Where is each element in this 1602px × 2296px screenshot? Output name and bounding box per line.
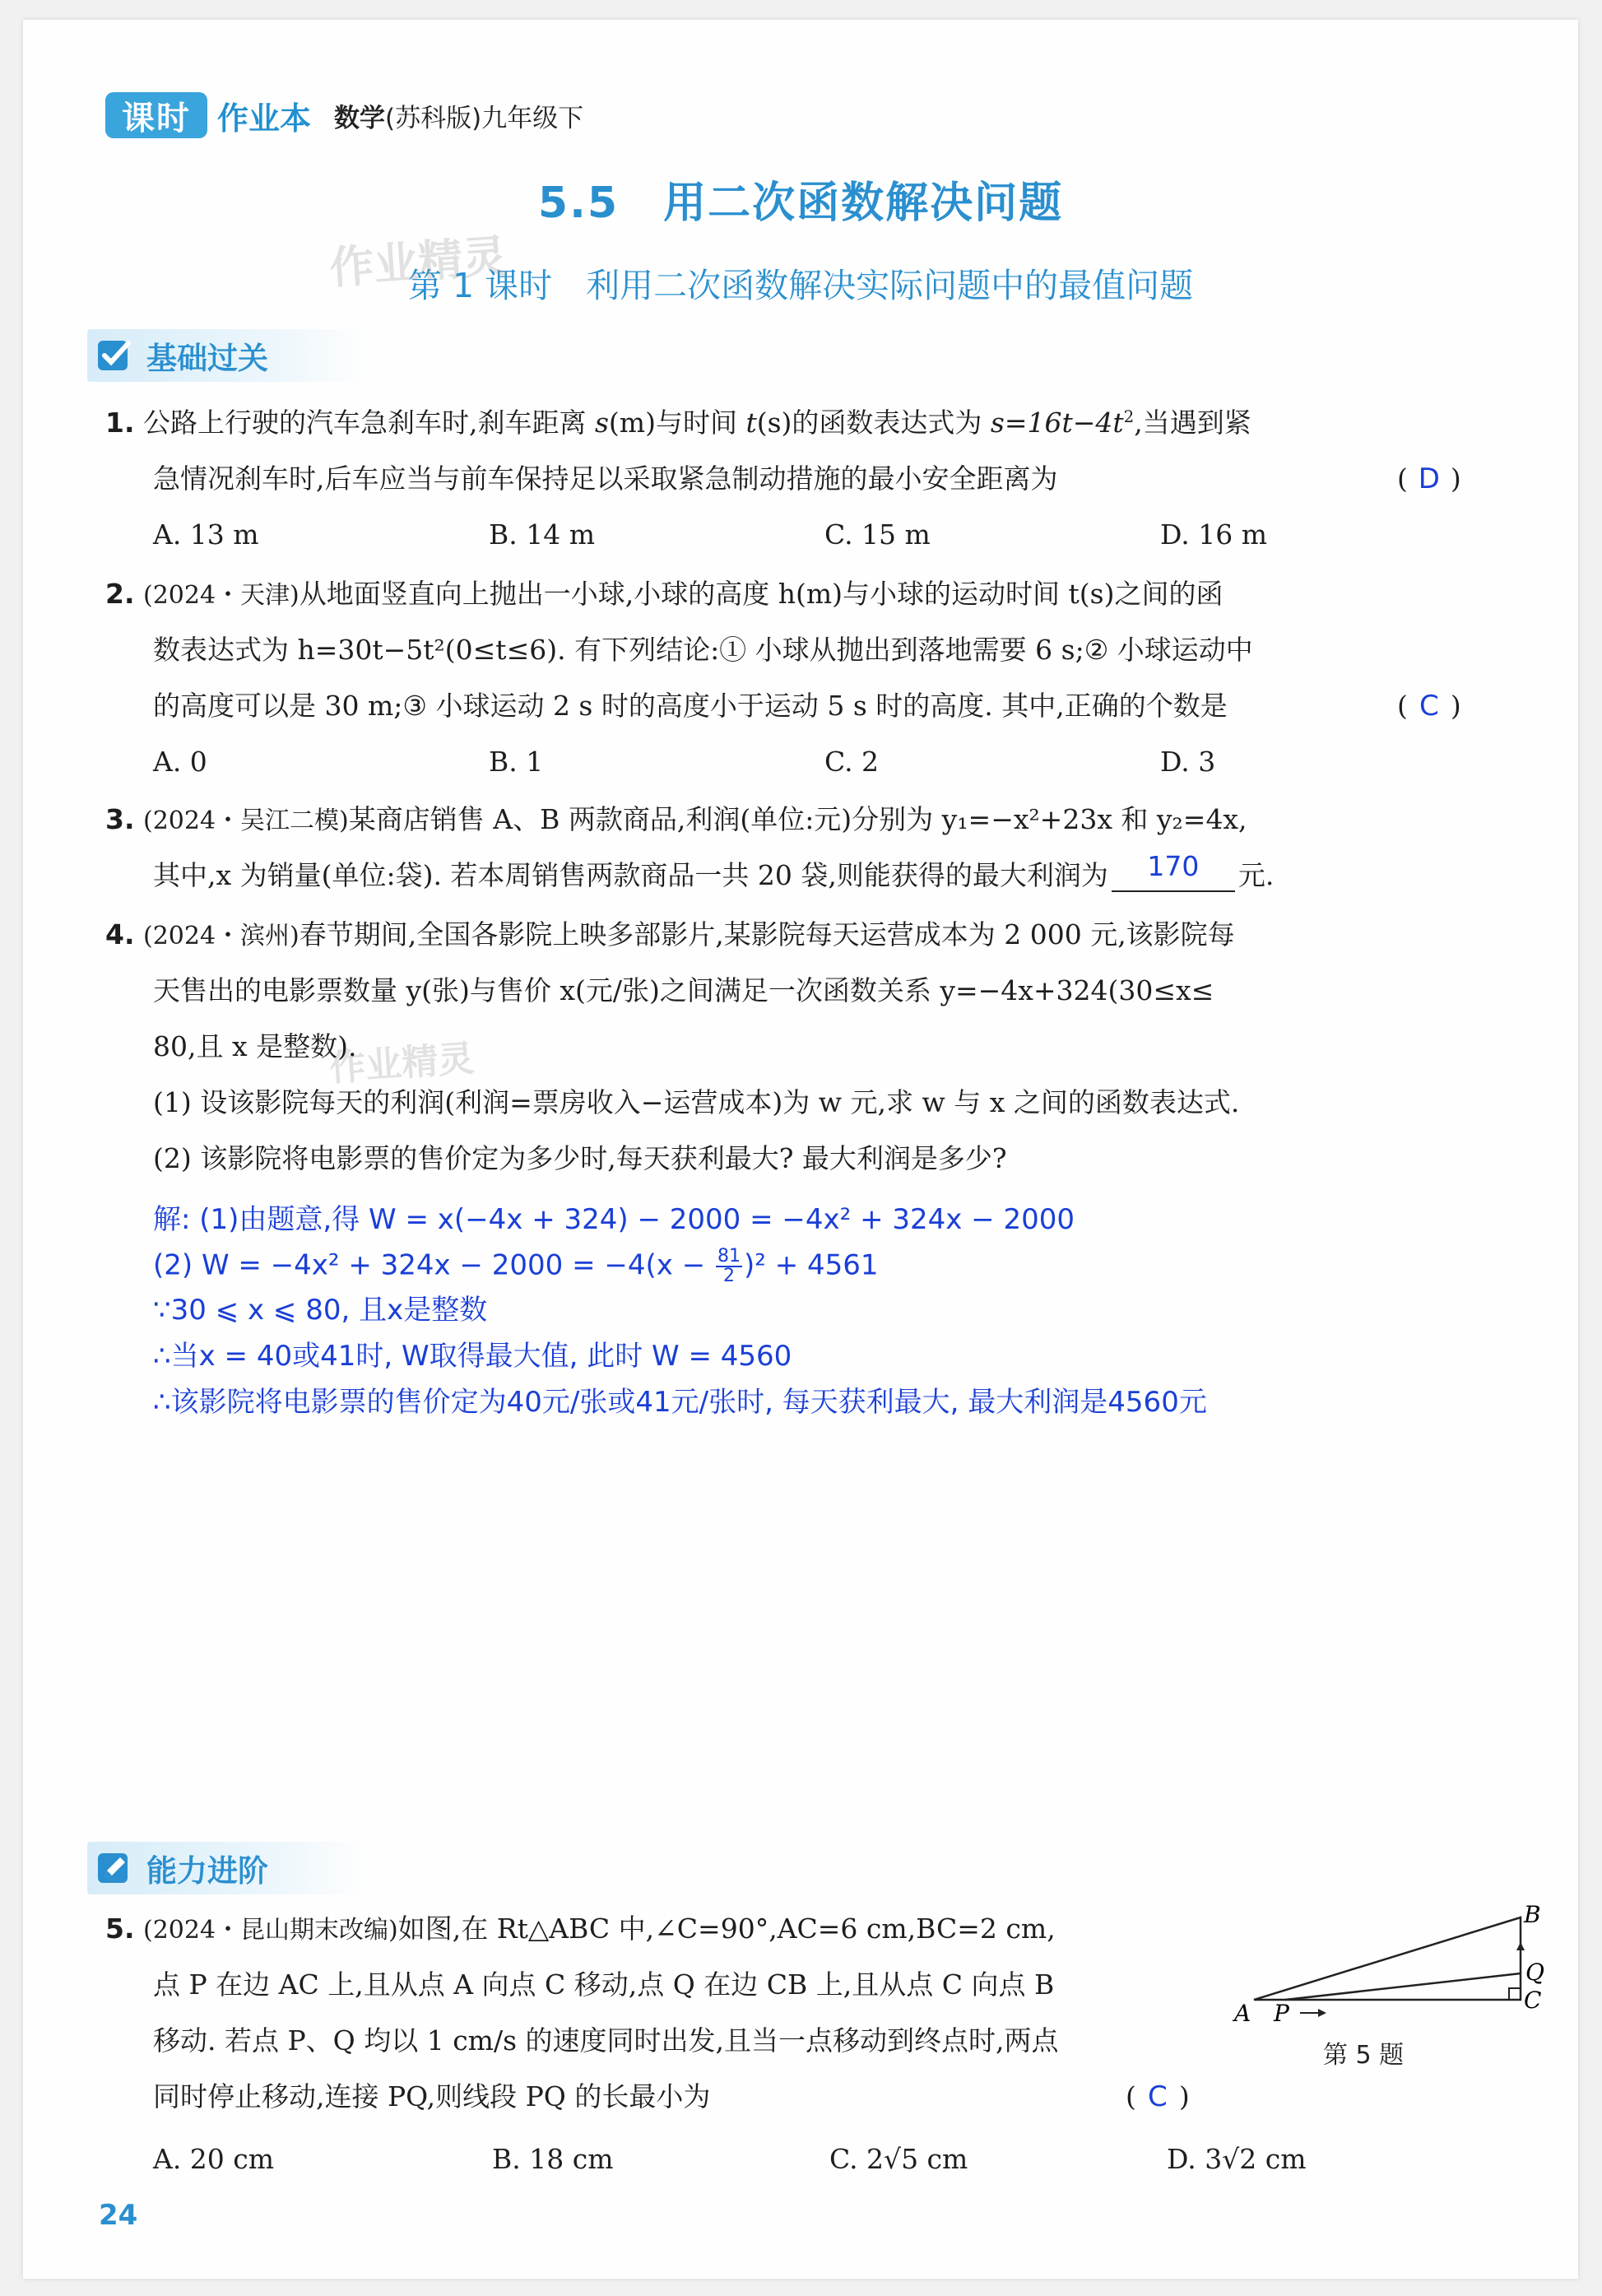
question-number: 5.	[105, 1913, 135, 1945]
text: (m)与时间	[608, 407, 746, 439]
option-b: B. 1	[489, 746, 544, 778]
text: s	[594, 407, 609, 439]
figure-caption: 第 5 题	[1323, 2041, 1405, 2070]
right-angle-mark	[1509, 1988, 1521, 2000]
question-4-part-2: (2) 该影院将电影票的售价定为多少时,每天获利最大? 最大利润是多少?	[153, 1142, 1007, 1174]
brand-logo: 课时	[105, 92, 207, 138]
solution-line-3: ∵30 ⩽ x ⩽ 80, 且x是整数	[153, 1294, 488, 1327]
handwritten-answer: 170	[1147, 850, 1200, 882]
option-a: A. 13 m	[153, 518, 259, 551]
answer-paren: ( C )	[1397, 690, 1461, 723]
watermark: 作业精灵	[327, 230, 509, 295]
edition-label: (苏科版)	[385, 103, 482, 133]
text: ,当遇到紧	[1134, 407, 1251, 439]
fraction-denominator: 2	[723, 1266, 736, 1286]
question-3-line-1	[105, 803, 1247, 838]
question-4-line-1	[105, 918, 1235, 953]
workbook-page	[23, 20, 1578, 2279]
arrow-head-q	[1516, 1942, 1525, 1950]
question-source: (2024・滨州)	[143, 922, 300, 950]
question-source: (2024・吴江二模)	[143, 806, 349, 835]
text: )² + 4561	[744, 1248, 879, 1282]
option-a: A. 0	[153, 746, 207, 778]
chapter-name: 用二次函数解决问题	[663, 179, 1064, 228]
handwritten-answer: D	[1418, 462, 1440, 495]
text: (s)的函数表达式为	[756, 407, 991, 439]
option-d: D. 3√2 cm	[1167, 2143, 1307, 2175]
question-source: (2024・天津)	[143, 581, 300, 610]
label-b: B	[1524, 1901, 1541, 1928]
fraction	[716, 1248, 742, 1285]
question-number: 2.	[105, 578, 135, 610]
text: 元.	[1237, 859, 1275, 891]
question-3-line-2	[153, 850, 1275, 892]
section-advanced	[87, 1842, 367, 1894]
option-d: D. 16 m	[1160, 518, 1268, 551]
option-b: B. 18 cm	[492, 2143, 614, 2175]
question-number: 4.	[105, 918, 135, 950]
question-1-line-1	[105, 407, 1251, 439]
section-advanced-label: 能力进阶	[146, 1853, 268, 1889]
text: 从地面竖直向上抛出一小球,小球的高度 h(m)与小球的运动时间 t(s)之间的函	[299, 578, 1224, 610]
text: 如图,在 Rt△ABC 中,∠C=90°,AC=6 cm,BC=2 cm,	[397, 1913, 1056, 1945]
section-basic-label: 基础过关	[146, 341, 268, 376]
answer-paren: ( D )	[1397, 462, 1461, 495]
solution-line-2	[153, 1248, 879, 1285]
option-b: B. 14 m	[489, 518, 596, 551]
fraction-numerator: 81	[717, 1246, 741, 1267]
question-4-part-1: (1) 设该影院每天的利润(利润=票房收入−运营成本)为 w 元,求 w 与 x 之间的函数表达式.	[153, 1086, 1240, 1118]
header-brand	[105, 92, 583, 138]
label-p: P	[1274, 2000, 1289, 2027]
chapter-title	[23, 168, 1578, 230]
series-title: 作业本	[217, 100, 312, 137]
option-d: D. 3	[1160, 746, 1216, 778]
question-number: 3.	[105, 803, 135, 835]
answer-blank	[1112, 850, 1235, 892]
question-source: (2024・昆山期末改编)	[143, 1916, 398, 1945]
formula: s=16t−4t	[990, 407, 1124, 439]
triangle-figure	[1229, 1901, 1544, 2027]
subject-label: 数学	[334, 103, 386, 133]
segment-pq	[1285, 1973, 1521, 2000]
lesson-title: 第 1 课时 利用二次函数解决实际问题中的最值问题	[407, 266, 1194, 305]
watermark: 作业精灵	[327, 1037, 476, 1090]
question-4-line-2: 天售出的电影票数量 y(张)与售价 x(元/张)之间满足一次函数关系 y=−4x+324(30≤x≤	[153, 974, 1214, 1006]
question-2-line-2: 数表达式为 h=30t−5t²(0≤t≤6). 有下列结论:① 小球从抛出到落地需要 6 s;② 小球运动中	[153, 634, 1253, 666]
exponent: 2	[1123, 407, 1135, 426]
arrow-head-p	[1318, 2009, 1326, 2017]
option-a: A. 20 cm	[153, 2143, 275, 2175]
question-5-line-3: 移动. 若点 P、Q 均以 1 cm/s 的速度同时出发,且当一点移动到终点时,两点	[153, 2024, 1059, 2057]
solution-line-1: 解: (1)由题意,得 W = x(−4x + 324) − 2000 = −4x² + 324x − 2000	[153, 1203, 1075, 1236]
text: (2) W = −4x² + 324x − 2000 = −4(x −	[153, 1248, 715, 1282]
question-number: 1.	[105, 407, 135, 439]
label-a: A	[1234, 2000, 1251, 2027]
solution-line-4: ∴当x = 40或41时, W取得最大值, 此时 W = 4560	[153, 1340, 792, 1373]
answer-paren: ( C )	[1126, 2080, 1190, 2113]
book-info	[334, 97, 583, 134]
text: 某商店销售 A、B 两款商品,利润(单位:元)分别为 y₁=−x²+23x 和 y₂=4x,	[348, 803, 1247, 835]
question-5-line-4: 同时停止移动,连接 PQ,则线段 PQ 的长最小为	[153, 2080, 711, 2112]
question-2-line-1	[105, 578, 1223, 612]
text: 春节期间,全国各影院上映多部影片,某影院每天运营成本为 2 000 元,该影院每	[299, 918, 1235, 950]
text: t	[745, 407, 757, 439]
checkbox-icon	[94, 335, 135, 376]
text: 公路上行驶的汽车急刹车时,刹车距离	[143, 407, 595, 439]
option-c: C. 2√5 cm	[829, 2143, 968, 2175]
question-5-line-1	[105, 1913, 1056, 1947]
question-1-line-2: 急情况刹车时,后车应当与前车保持足以采取紧急制动措施的最小安全距离为	[153, 462, 1058, 495]
section-basic	[87, 329, 367, 382]
handwritten-answer: C	[1419, 690, 1439, 723]
pencil-icon	[94, 1847, 135, 1889]
label-q: Q	[1525, 1959, 1544, 1986]
option-c: C. 2	[824, 746, 880, 778]
text: 其中,x 为销量(单位:袋). 若本周销售两款商品一共 20 袋,则能获得的最大利润为	[153, 859, 1108, 891]
option-c: C. 15 m	[824, 518, 931, 551]
page-number: 24	[99, 2199, 138, 2232]
question-4-line-3: 80,且 x 是整数).	[153, 1030, 357, 1062]
question-5-line-2: 点 P 在边 AC 上,且从点 A 向点 C 移动,点 Q 在边 CB 上,且从点 C 向点 B	[153, 1968, 1055, 2001]
solution-line-5: ∴该影院将电影票的售价定为40元/张或41元/张时, 每天获利最大, 最大利润是4560元	[153, 1386, 1207, 1419]
grade-label: 九年级下	[481, 103, 584, 133]
handwritten-answer: C	[1148, 2080, 1168, 2113]
chapter-number: 5.5	[537, 179, 620, 228]
label-c: C	[1524, 1987, 1542, 2014]
question-2-line-3: 的高度可以是 30 m;③ 小球运动 2 s 时的高度小于运动 5 s 时的高度. 其中,正确的个数是	[153, 690, 1228, 722]
